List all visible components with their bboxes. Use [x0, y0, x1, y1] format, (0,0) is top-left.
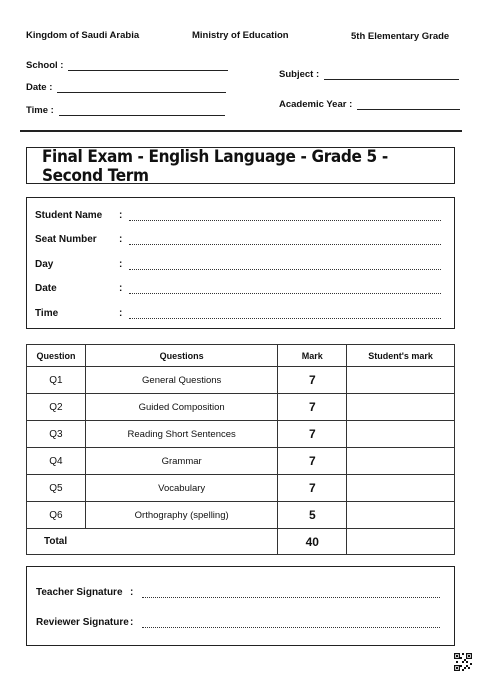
table-row	[27, 421, 455, 448]
school-line[interactable]	[68, 61, 228, 71]
qr-code-icon	[454, 653, 472, 671]
student-mark-cell[interactable]	[347, 421, 455, 448]
seat-number-line[interactable]	[129, 237, 441, 245]
seat-number-row	[35, 234, 441, 245]
subject-field	[279, 69, 459, 80]
question-topic: Guided Composition	[85, 394, 277, 421]
subject-label: Subject :	[279, 69, 320, 80]
teacher-signature-label: Teacher Signature	[36, 587, 123, 598]
student-name-colon: :	[119, 210, 123, 221]
info-time-line[interactable]	[129, 311, 441, 319]
teacher-signature-row	[36, 587, 440, 598]
info-date-label: Date	[35, 283, 57, 294]
total-mark: 40	[278, 529, 347, 555]
school-label: School :	[26, 60, 64, 71]
seat-number-colon: :	[119, 234, 123, 245]
signature-box	[26, 566, 455, 646]
question-topic: Vocabulary	[85, 475, 277, 502]
table-row	[27, 448, 455, 475]
student-name-row	[35, 210, 441, 221]
marks-table	[26, 344, 455, 555]
header-divider	[20, 130, 462, 132]
academic-year-label: Academic Year :	[279, 99, 353, 110]
question-mark: 5	[278, 502, 347, 529]
question-number: Q1	[27, 367, 86, 394]
question-topic: Reading Short Sentences	[85, 421, 277, 448]
col-mark: Mark	[278, 345, 347, 367]
table-row	[27, 367, 455, 394]
student-info-box	[26, 197, 455, 329]
question-number: Q5	[27, 475, 86, 502]
teacher-signature-line[interactable]	[142, 590, 440, 598]
exam-title-box	[26, 147, 455, 184]
question-mark: 7	[278, 475, 347, 502]
seat-number-label: Seat Number	[35, 234, 97, 245]
header-grade: 5th Elementary Grade	[351, 31, 450, 42]
school-field	[26, 60, 228, 71]
question-number: Q2	[27, 394, 86, 421]
total-row	[27, 529, 455, 555]
reviewer-signature-label: Reviewer Signature	[36, 617, 129, 628]
student-name-line[interactable]	[129, 213, 441, 221]
date-line[interactable]	[57, 83, 226, 93]
total-student-mark-cell[interactable]	[347, 529, 455, 555]
info-date-row	[35, 283, 441, 294]
day-label: Day	[35, 259, 54, 270]
question-mark: 7	[278, 367, 347, 394]
question-topic: Grammar	[85, 448, 277, 475]
question-mark: 7	[278, 448, 347, 475]
time-line[interactable]	[59, 106, 225, 116]
time-label: Time :	[26, 105, 54, 116]
col-student-mark: Student's mark	[347, 345, 455, 367]
table-row	[27, 475, 455, 502]
teacher-signature-colon: :	[130, 587, 134, 598]
day-line[interactable]	[129, 262, 441, 270]
info-date-line[interactable]	[129, 286, 441, 294]
header-country: Kingdom of Saudi Arabia	[26, 30, 140, 41]
question-topic: General Questions	[85, 367, 277, 394]
date-field	[26, 82, 226, 93]
day-row	[35, 259, 441, 270]
academic-year-field	[279, 99, 460, 110]
question-number: Q6	[27, 502, 86, 529]
question-number: Q4	[27, 448, 86, 475]
question-mark: 7	[278, 421, 347, 448]
student-mark-cell[interactable]	[347, 475, 455, 502]
col-questions: Questions	[85, 345, 277, 367]
table-row	[27, 502, 455, 529]
student-mark-cell[interactable]	[347, 502, 455, 529]
table-header-row	[27, 345, 455, 367]
total-label: Total	[27, 529, 278, 555]
info-date-colon: :	[119, 283, 123, 294]
info-time-row	[35, 308, 441, 319]
info-time-label: Time	[35, 308, 59, 319]
subject-line[interactable]	[324, 70, 459, 80]
info-time-colon: :	[119, 308, 123, 319]
header-ministry: Ministry of Education	[192, 30, 289, 41]
date-label: Date :	[26, 82, 53, 93]
day-colon: :	[119, 259, 123, 270]
question-mark: 7	[278, 394, 347, 421]
student-name-label: Student Name	[35, 210, 103, 221]
time-field	[26, 105, 225, 116]
student-mark-cell[interactable]	[347, 367, 455, 394]
question-topic: Orthography (spelling)	[85, 502, 277, 529]
col-question: Question	[27, 345, 86, 367]
table-row	[27, 394, 455, 421]
student-mark-cell[interactable]	[347, 448, 455, 475]
reviewer-signature-colon: :	[130, 617, 134, 628]
reviewer-signature-line[interactable]	[142, 620, 440, 628]
exam-title: Final Exam - English Language - Grade 5 - Second Term	[41, 146, 388, 185]
academic-year-line[interactable]	[357, 100, 460, 110]
question-number: Q3	[27, 421, 86, 448]
student-mark-cell[interactable]	[347, 394, 455, 421]
reviewer-signature-row	[36, 617, 440, 628]
